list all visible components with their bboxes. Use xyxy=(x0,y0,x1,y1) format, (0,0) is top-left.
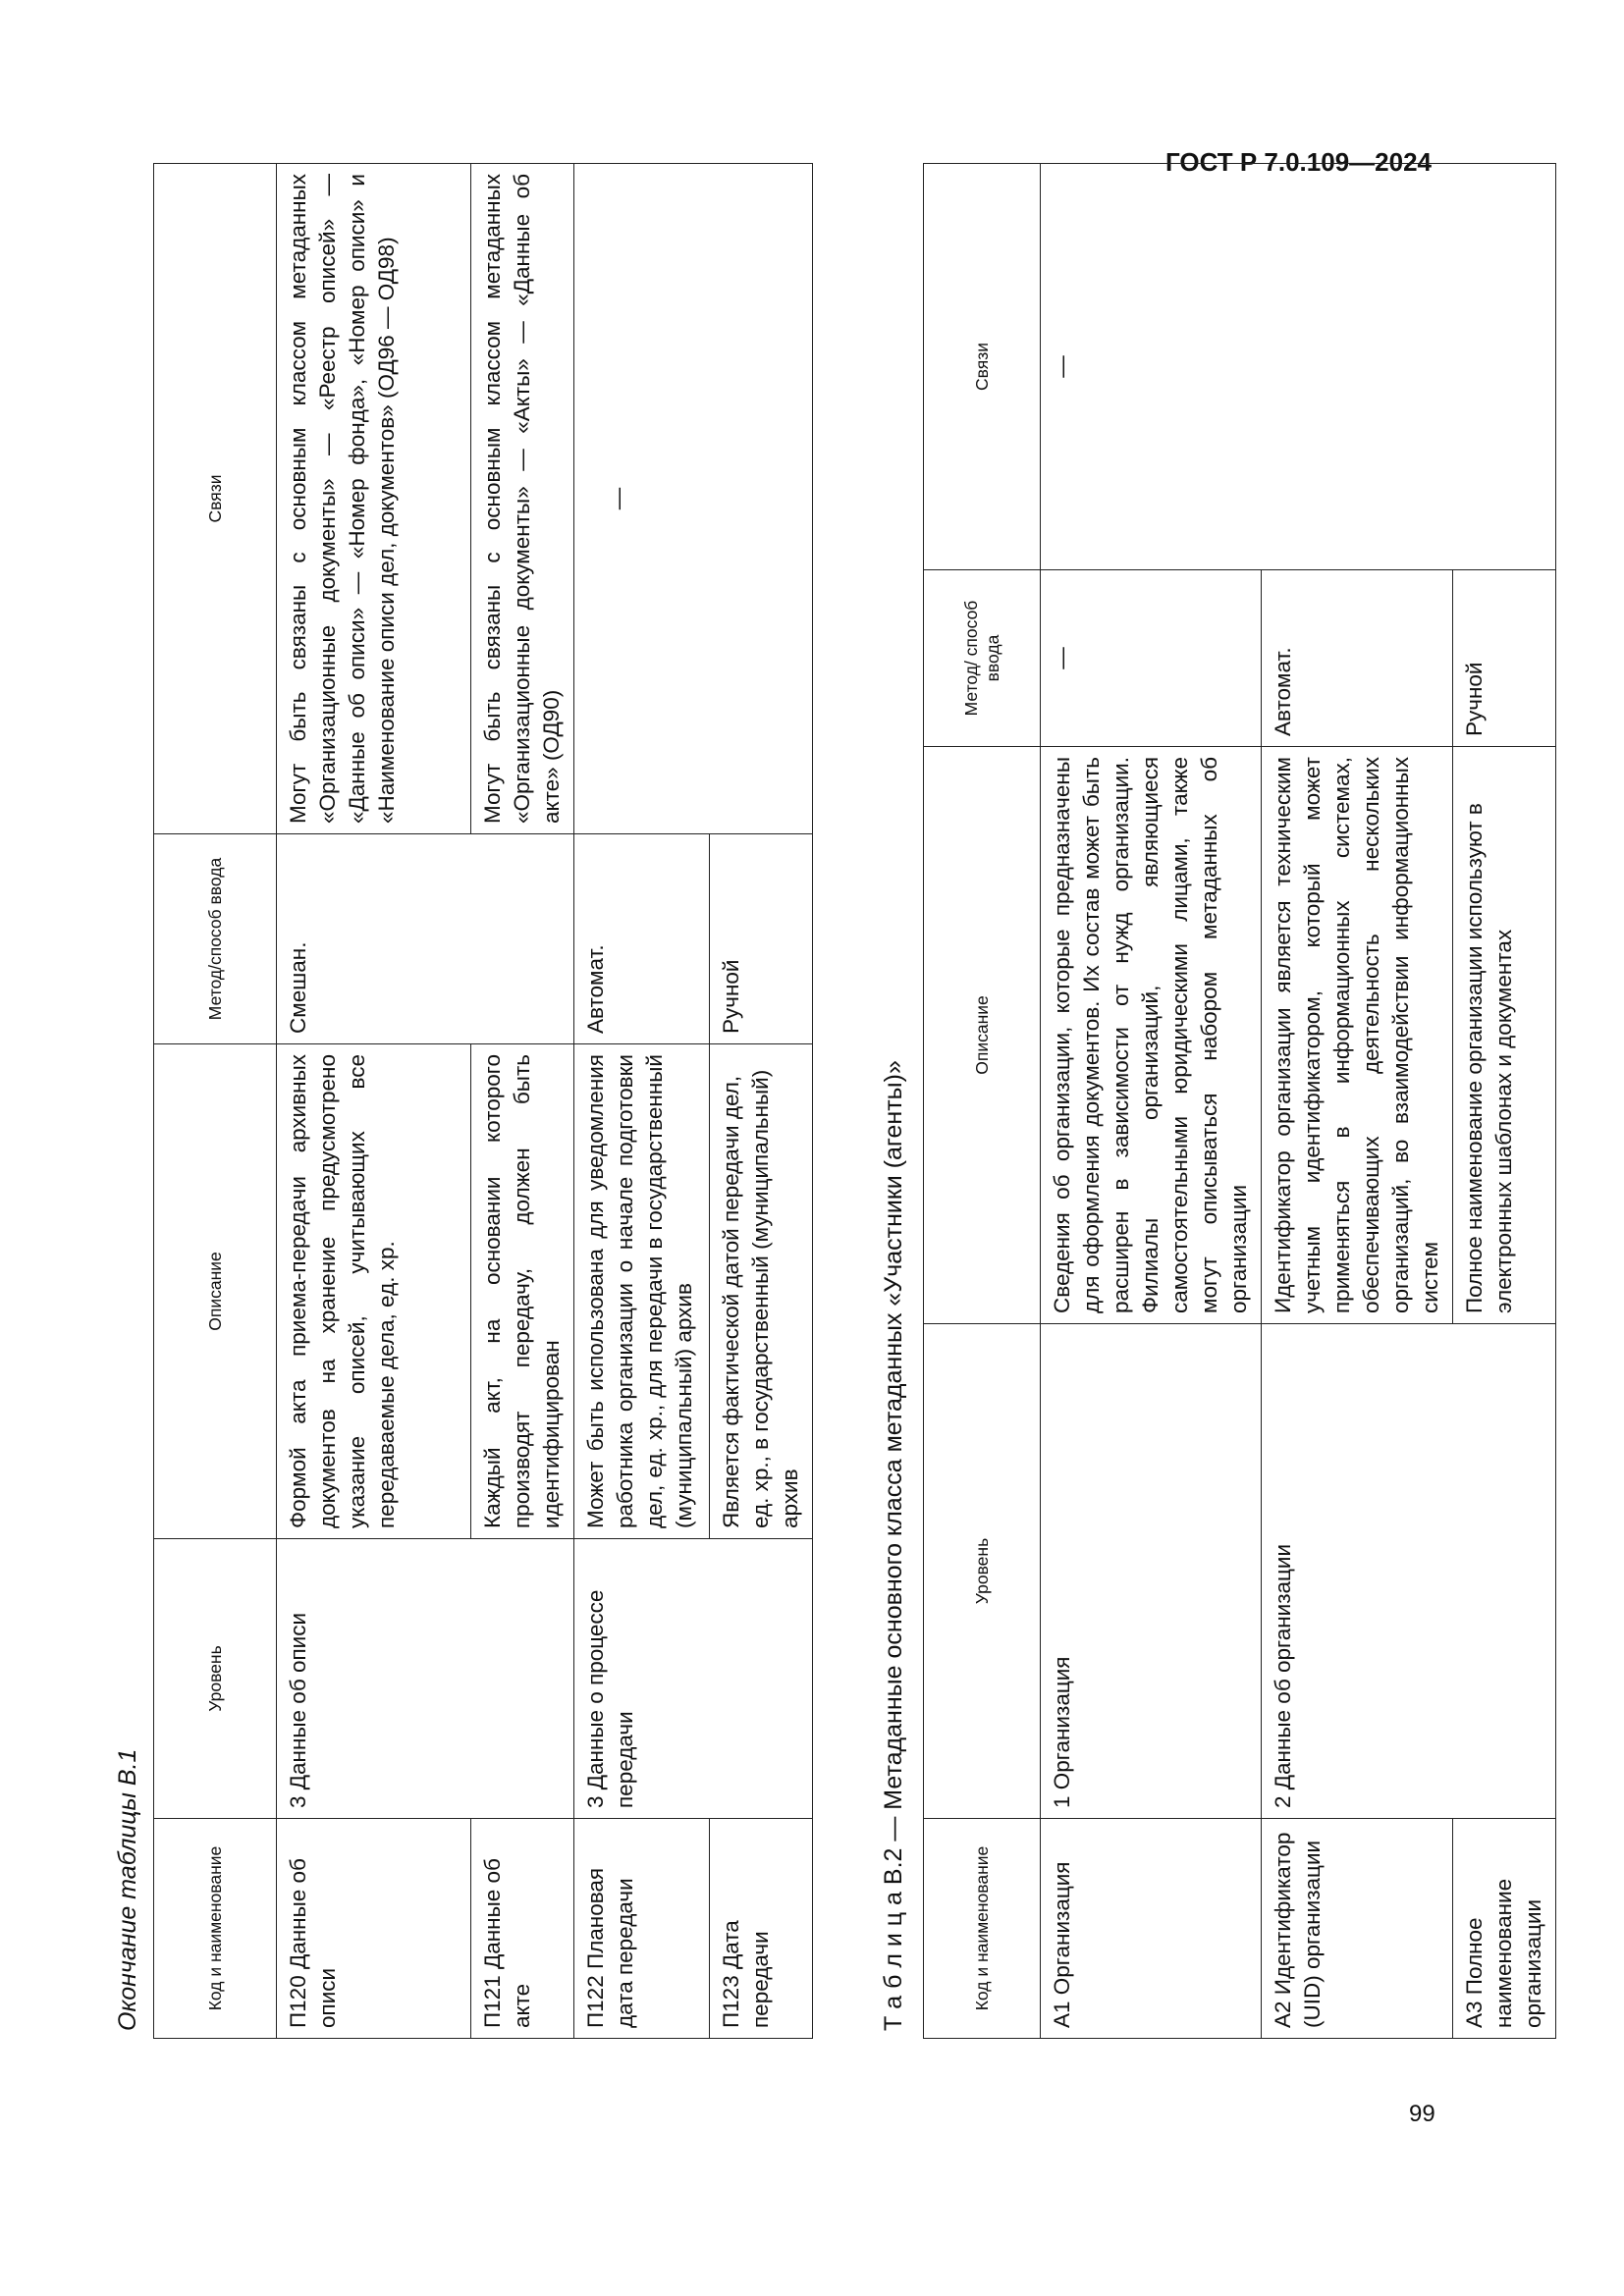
table-row xyxy=(1041,164,1262,2039)
table1-col-code: Код и наименование xyxy=(154,1819,277,2039)
cell-description: Полное наименование организации используют в электронных шаблонах и документах xyxy=(1453,747,1556,1324)
cell-method: Ручной xyxy=(1453,570,1556,747)
cell-method: Ручной xyxy=(710,834,813,1044)
cell-links: — xyxy=(1041,164,1556,570)
table1 xyxy=(153,163,813,2039)
table-row xyxy=(574,164,710,2039)
cell-level: 2 Данные об организации xyxy=(1262,1324,1556,1819)
cell-links: Могут быть связаны с основным классом метаданных «Организационные документы» — «Акты» — «Данные об акте» (ОД90) xyxy=(471,164,574,834)
cell-method: Смешан. xyxy=(277,834,574,1044)
table1-col-links: Связи xyxy=(154,164,277,834)
table2-col-code: Код и наименование xyxy=(924,1819,1041,2039)
page-number: 99 xyxy=(1409,2101,1435,2127)
table-row xyxy=(277,164,471,2039)
cell-description: Формой акта приема-передачи архивных документов на хранение предусмотрено указание описей, учитывающих все передаваемые дела, ед. хр. xyxy=(277,1044,471,1539)
cell-description: Сведения об организации, которые предназначены для оформления документов. Их состав может быть расширен в зависимости от нужд организации. Филиалы организаций, являющиеся самостоятельными юридическими лицами, также могут описываться набором метаданных об организации xyxy=(1041,747,1262,1324)
table2-caption: Т а б л и ц а В.2 — Метаданные основного класса метаданных «Участники (агенты)» xyxy=(880,1060,907,2031)
table2-header-row xyxy=(924,164,1041,2039)
cell-description: Является фактической датой передачи дел, ед. хр., в государственный (муниципальный) архив xyxy=(710,1044,813,1539)
cell-description: Может быть использована для уведомления работника организации о начале подготовки дел, ед. хр., для передачи в государственный (муниципальный) архив xyxy=(574,1044,710,1539)
cell-code: А3 Полное наименование организации xyxy=(1453,1819,1556,2039)
cell-code: А2 Идентификатор (UID) организации xyxy=(1262,1819,1453,2039)
cell-description: Идентификатор организации является техническим учетным идентификатором, который может применяться в информационных системах, обеспечивающих деятельность нескольких организаций, во взаимодействии информационных систем xyxy=(1262,747,1453,1324)
table2-col-description: Описание xyxy=(924,747,1041,1324)
cell-method: Автомат. xyxy=(1262,570,1453,747)
cell-method: — xyxy=(1041,570,1262,747)
cell-level: 1 Организация xyxy=(1041,1324,1262,1819)
table2-col-links: Связи xyxy=(924,164,1041,570)
cell-code: П122 Плановая дата передачи xyxy=(574,1819,710,2039)
table1-col-level: Уровень xyxy=(154,1539,277,1819)
cell-description: Каждый акт, на основании которого производят передачу, должен быть идентифицирован xyxy=(471,1044,574,1539)
cell-links: Могут быть связаны с основным классом метаданных «Организационные документы» — «Реестр описей» — «Данные об описи» — «Номер фонда», «Номер описи» и «Наименование описи дел, документов» (ОД96 — ОД98) xyxy=(277,164,471,834)
cell-code: А1 Организация xyxy=(1041,1819,1262,2039)
table1-caption: Окончание таблицы В.1 xyxy=(114,1748,141,2031)
table2-col-level: Уровень xyxy=(924,1324,1041,1819)
cell-links: — xyxy=(574,164,813,834)
cell-code: П121 Данные об акте xyxy=(471,1819,574,2039)
table1-col-description: Описание xyxy=(154,1044,277,1539)
cell-level: 3 Данные об описи xyxy=(277,1539,574,1819)
table2 xyxy=(923,163,1556,2039)
standard-designation: ГОСТ Р 7.0.109—2024 xyxy=(1164,147,1432,177)
cell-code: П120 Данные об описи xyxy=(277,1819,471,2039)
cell-method: Автомат. xyxy=(574,834,710,1044)
table2-col-method: Метод/ способ ввода xyxy=(924,570,1041,747)
cell-code: П123 Дата передачи xyxy=(710,1819,813,2039)
table1-header-row xyxy=(154,164,277,2039)
cell-level: 3 Данные о процессе передачи xyxy=(574,1539,813,1819)
table1-col-method: Метод/способ ввода xyxy=(154,834,277,1044)
